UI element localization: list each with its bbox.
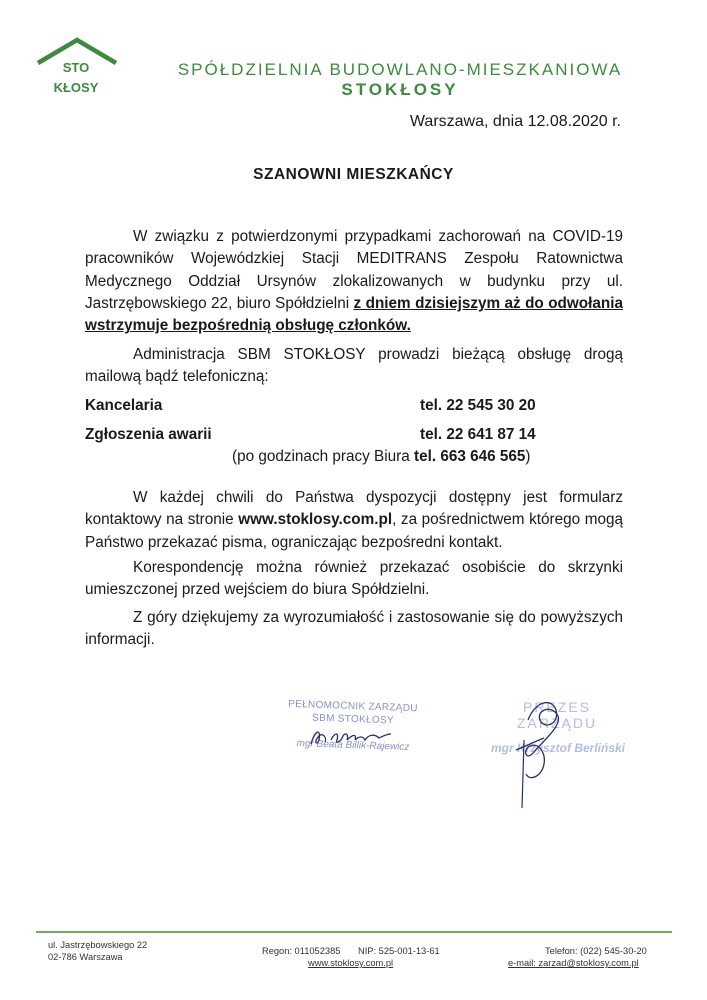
footer-email-text[interactable]: e-mail: zarzad@stoklosy.com.pl — [508, 958, 639, 968]
contact-form-text-before: W każdej chwili do Państwa dyspozycji dostępny jest formularz kontaktowy na stronie — [85, 489, 623, 529]
letter-date: Warszawa, dnia 12.08.2020 r. — [409, 113, 621, 130]
footer-website-text[interactable]: www.stoklosy.com.pl — [308, 958, 394, 968]
footer-address-street: ul. Jastrzębowskiego 22 — [48, 940, 148, 950]
thanks-text: Z góry dziękujemy za wyrozumiałość i zastosowanie się do powyższych informacji. — [85, 609, 623, 649]
closure-notice-text: W związku z potwierdzonymi przypadkami zachorowań na COVID-19 pracowników Wojewódzkiej Stacji MEDITRANS Zespołu Ratownictwa Medycznego Oddział Ursynów zlokalizowanych w budynku przy ul. Jastrzębowskiego 22, biuro Spółdzielni — [85, 228, 623, 312]
logo-text-bottom: KŁOSY — [53, 80, 99, 95]
footer-email[interactable] — [508, 958, 639, 969]
footer-phone: Telefon: (022) 545-30-20 — [545, 946, 647, 956]
footer-website[interactable] — [308, 958, 393, 969]
signature-right-icon — [486, 690, 606, 810]
after-hours-suffix: ) — [525, 448, 531, 465]
organization-name: SPÓŁDZIELNIA BUDOWLANO-MIESZKANIOWA — [177, 60, 623, 79]
website-link[interactable]: www.stoklosy.com.pl — [238, 511, 393, 529]
organization-short-name: STOKŁOSY — [341, 80, 459, 99]
paragraph-closure-notice — [85, 226, 623, 337]
paragraph-contact-form — [85, 487, 623, 554]
stamp-left-title: PEŁNOMOCNIK ZARZĄDU — [288, 698, 418, 715]
after-hours-prefix: (po godzinach pracy Biura — [232, 448, 414, 465]
stamp-right-title: PREZES ZARZĄDU — [516, 699, 598, 731]
contact-form-text-after: , za pośrednictwem którego mogą Państwo przekazać pisma, ograniczając bezpośredni kontakt. — [85, 511, 623, 551]
footer-nip: NIP: 525-001-13-61 — [358, 946, 440, 956]
contact-label-office: Kancelaria — [85, 397, 163, 414]
contact-phone-emergency: tel. 22 641 87 14 — [420, 426, 536, 443]
footer-regon: Regon: 011052385 — [262, 946, 341, 956]
letter-heading: SZANOWNI MIESZKAŃCY — [253, 166, 454, 183]
contact-label-emergency: Zgłoszenia awarii — [85, 426, 212, 443]
contact-phone-office: tel. 22 545 30 20 — [420, 397, 536, 414]
stamp-left-organization: SBM STOKŁOSY — [311, 712, 395, 727]
stamp-left-name: mgr Beata Billik-Rajewicz — [296, 738, 410, 753]
after-hours-contact — [232, 448, 531, 466]
after-hours-phone: tel. 663 646 565 — [413, 448, 526, 465]
stamp-right-name: mgr Krzysztof Berliński — [490, 741, 626, 755]
footer-divider — [36, 931, 672, 933]
paragraph-remote-service — [85, 344, 623, 389]
paragraph-mailbox — [85, 557, 623, 602]
signature-left-icon — [305, 722, 395, 750]
mailbox-text: Korespondencję można również przekazać osobiście do skrzynki umieszczonej przed wejściem do biura Spółdzielni. — [85, 559, 623, 599]
logo-text-top: STO — [62, 60, 90, 75]
footer-address-city: 02-786 Warszawa — [48, 952, 123, 962]
remote-service-text: Administracja SBM STOKŁOSY prowadzi bieżącą obsługę drogą mailową bądź telefoniczną: — [85, 346, 623, 386]
closure-notice-emphasis: z dniem dzisiejszym aż do odwołania wstrzymuje bezpośrednią obsługę członków. — [85, 294, 623, 335]
paragraph-thanks — [85, 607, 623, 652]
